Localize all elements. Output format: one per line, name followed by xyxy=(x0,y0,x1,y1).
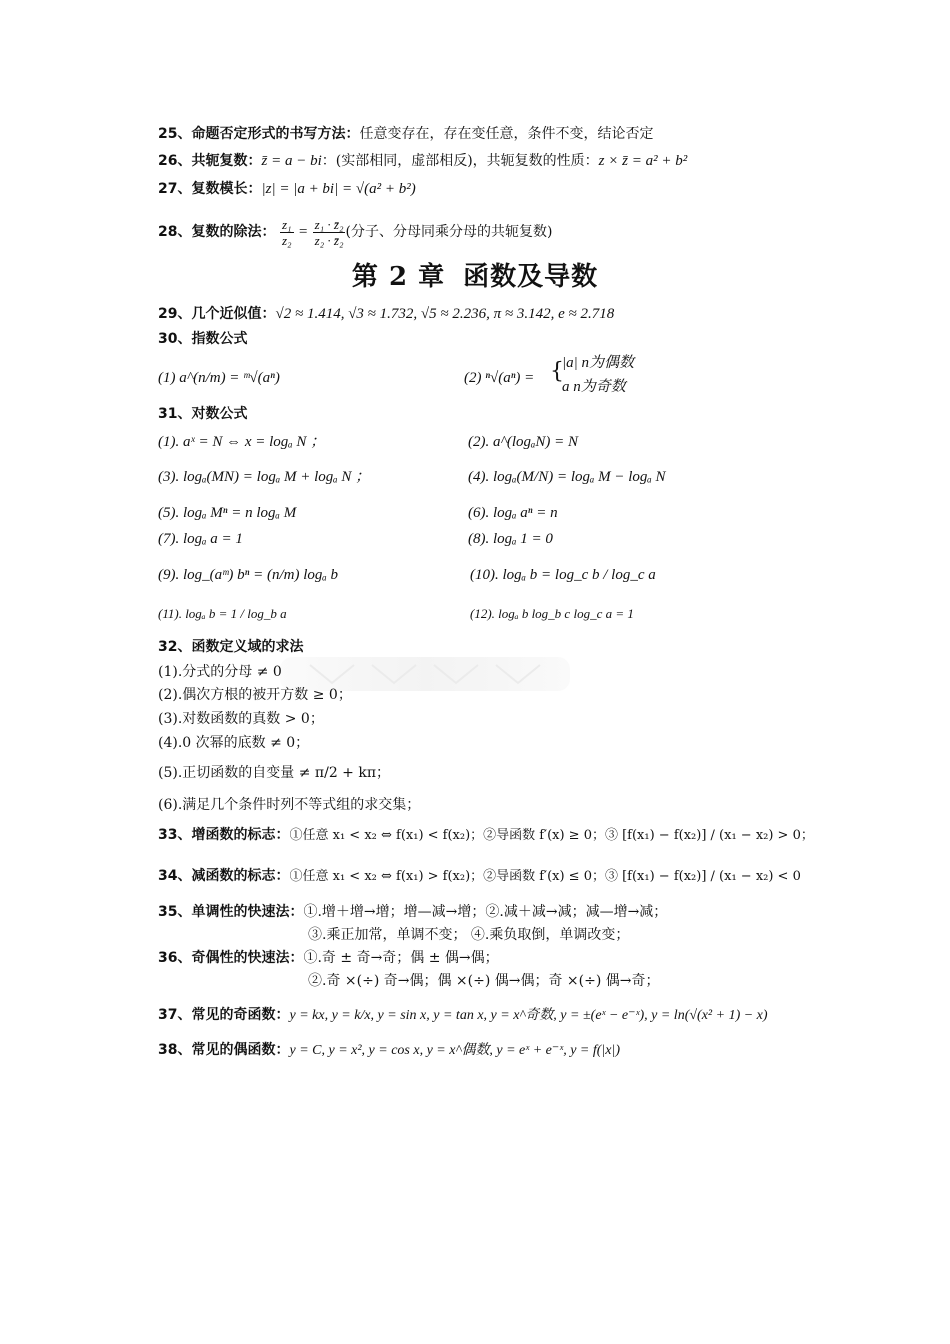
item-34 xyxy=(158,866,801,887)
item-38 xyxy=(158,1040,620,1061)
item-27-label: 27、复数模长： xyxy=(158,181,262,197)
item-27 xyxy=(158,179,416,199)
item-28: 28、复数的除法： $\frac{\text{z₁}}{\text{z₂}}$ = $\frac{\text{z₁ · z̄₂}}{\text{z₂ · z̄₂}}$ (分子、分母同乘分母的共轭复数) xyxy=(158,216,553,248)
domain-rule-1: (1).分式的分母 ≠ 0 xyxy=(158,664,282,680)
log-formula-5: (5). logₐ Mⁿ = n logₐ M xyxy=(158,505,297,521)
item-36-line-1: ①.奇 ± 奇→奇；偶 ± 偶→偶； xyxy=(303,950,499,966)
item-25-label: 25、命题否定形式的书写方法： xyxy=(158,126,360,142)
item-26-text: ：(实部相同，虚部相反)，共轭复数的性质： xyxy=(321,153,599,169)
item-26-label: 26、共轭复数： xyxy=(158,153,262,169)
item-33-text: ①任意 x₁ < x₂ ⇔ f(x₁) < f(x₂)；②导函数 f′(x) ≥ 0；③ [f(x₁) − f(x₂)] / (x₁ − x₂) > 0； xyxy=(289,828,814,843)
item-30-formula-2-lhs: (2) ⁿ√(aⁿ) = xyxy=(464,370,535,386)
item-33-label: 33、增函数的标志： xyxy=(158,827,290,843)
domain-rule-5: (5).正切函数的自变量 ≠ π/2 + kπ； xyxy=(158,765,391,781)
item-35-label: 35、单调性的快速法： xyxy=(158,904,304,920)
item-32-label: 32、函数定义域的求法 xyxy=(158,639,304,655)
chapter-name: 函数及导数 xyxy=(463,262,599,292)
item-28-label: 28、复数的除法： xyxy=(158,224,276,240)
log-formula-4: (4). logₐ(M/N) = logₐ M − logₐ N xyxy=(468,469,666,485)
log-formula-7: (7). logₐ a = 1 xyxy=(158,531,243,547)
domain-rule-6: (6).满足几个条件时列不等式组的求交集； xyxy=(158,797,421,813)
item-25 xyxy=(158,124,653,144)
item-30-case-even: |a| n为偶数 xyxy=(562,355,634,371)
item-27-formula: |z| = |a + bi| = √(a² + b²) xyxy=(261,181,416,197)
item-34-text: ①任意 x₁ < x₂ ⇔ f(x₁) > f(x₂)；②导函数 f′(x) ≤ 0；③ [f(x₁) − f(x₂)] / (x₁ − x₂) < 0 xyxy=(289,869,801,884)
item-26-formula-property: z × z̄ = a² + b² xyxy=(598,153,688,169)
item-38-formulas: y = C, y = x², y = cos x, y = x^偶数, y = eˣ + e⁻ˣ, y = f(|x|) xyxy=(289,1043,620,1058)
item-25-text: 任意变存在，存在变任意，条件不变，结论否定 xyxy=(359,126,654,142)
item-36 xyxy=(158,948,499,968)
chapter-number: 第 2 章 xyxy=(351,262,446,292)
log-formula-2: (2). a^(logₐN) = N xyxy=(468,434,578,450)
log-formula-3: (3). logₐ(MN) = logₐ M + logₐ N ； xyxy=(158,469,371,485)
item-26-formula-conjugate: z̄ = a − bi xyxy=(261,153,322,169)
log-formula-1: (1). aˣ = N ⇔ x = logₐ N ； xyxy=(158,434,326,450)
item-36-label: 36、奇偶性的快速法： xyxy=(158,950,304,966)
item-35-line-2: ③.乘正加常，单调不变； ④.乘负取倒，单调改变； xyxy=(308,927,630,943)
item-33 xyxy=(158,825,814,846)
item-37-label: 37、常见的奇函数： xyxy=(158,1007,290,1023)
log-formula-6: (6). logₐ aⁿ = n xyxy=(468,505,558,521)
item-34-label: 34、减函数的标志： xyxy=(158,868,290,884)
item-28-fraction-left: $\frac{\text{z₁}}{\text{z₂}}$ xyxy=(281,216,292,248)
item-26 xyxy=(158,151,687,171)
item-31-label: 31、对数公式 xyxy=(158,406,248,422)
log-formula-10: (10). logₐ b = log_c b / log_c a xyxy=(470,567,656,583)
item-30-label: 30、指数公式 xyxy=(158,331,248,347)
item-37 xyxy=(158,1005,768,1026)
item-38-label: 38、常见的偶函数： xyxy=(158,1042,290,1058)
item-28-text: (分子、分母同乘分母的共轭复数) xyxy=(345,224,553,240)
item-28-fraction-right: $\frac{\text{z₁ · z̄₂}}{\text{z₂ · z̄₂}}$ xyxy=(314,216,344,248)
log-formula-12: (12). logₐ b log_b c log_c a = 1 xyxy=(470,606,634,621)
log-formula-9: (9). log_(aᵐ) bⁿ = (n/m) logₐ b xyxy=(158,567,339,583)
log-formula-11: (11). logₐ b = 1 / log_b a xyxy=(158,606,287,621)
item-29 xyxy=(158,304,614,324)
item-30-case-odd: a n为奇数 xyxy=(562,379,626,395)
item-35-line-1: ①.增＋增→增；增—减→增；②.减＋减→减；减—增→减； xyxy=(303,904,668,920)
item-36-line-2: ②.奇 ×(÷) 奇→偶；偶 ×(÷) 偶→偶；奇 ×(÷) 偶→奇； xyxy=(308,973,660,989)
log-formula-8: (8). logₐ 1 = 0 xyxy=(468,531,553,547)
item-30-formula-1: (1) a^(n/m) = ᵐ√(aⁿ) xyxy=(158,370,280,386)
chapter-title xyxy=(0,256,950,293)
domain-rule-3: (3).对数函数的真数 > 0； xyxy=(158,711,324,727)
item-35 xyxy=(158,902,667,922)
domain-rule-2: (2).偶次方根的被开方数 ≥ 0； xyxy=(158,687,352,703)
item-29-formula: √2 ≈ 1.414, √3 ≈ 1.732, √5 ≈ 2.236, π ≈ 3.142, e ≈ 2.718 xyxy=(275,306,615,322)
domain-rule-4: (4).0 次幂的底数 ≠ 0； xyxy=(158,735,310,751)
item-30-brace: { xyxy=(550,359,564,384)
item-37-formulas: y = kx, y = k/x, y = sin x, y = tan x, y = x^奇数, y = ±(eˣ − e⁻ˣ), y = ln(√(x² + 1) − x) xyxy=(289,1008,768,1023)
item-29-label: 29、几个近似值： xyxy=(158,306,276,322)
